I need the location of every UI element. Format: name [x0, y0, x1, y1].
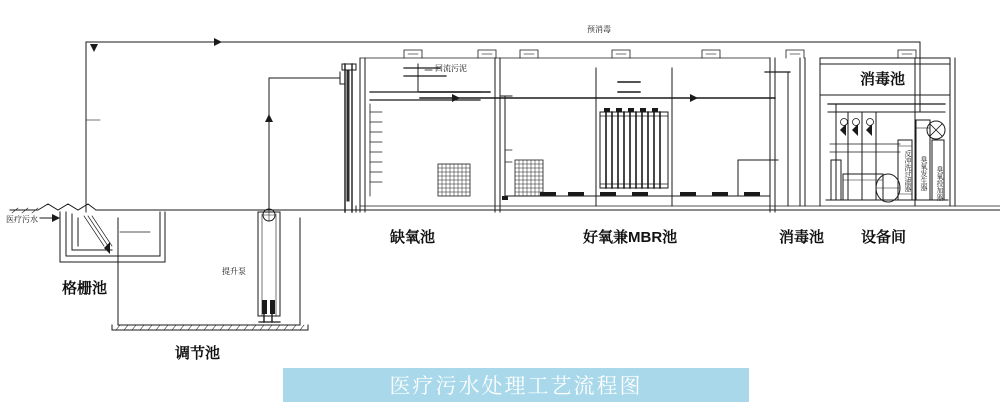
diagram-title-bar: [283, 368, 749, 402]
equipment-label-ozone-generator: 臭氧发生器: [920, 156, 927, 191]
label-lift-pump: 提升泵: [222, 267, 246, 276]
equipment-label-backwash-filter: 反冲洗过滤器: [904, 150, 911, 192]
tank-label-equipment-room: 设备间: [861, 229, 907, 246]
diagram-title: 医疗污水处理工艺流程图: [389, 375, 643, 398]
label-return-sludge: 回流污泥: [435, 64, 467, 73]
label-pre-disinfection: 预消毒: [587, 25, 611, 34]
tank-label-anoxic: 缺氧池: [390, 229, 436, 246]
tank-label-oxic-mbr: 好氧兼MBR池: [583, 229, 678, 246]
tank-label-grit: 格栅池: [62, 280, 108, 297]
label-inlet: 医疗污水: [6, 215, 38, 224]
tank-label-equalization: 调节池: [175, 345, 221, 362]
equipment-label-ozone-doser: 臭氧投加器: [936, 166, 943, 201]
tank-label-disinfection-lower: 消毒池: [779, 229, 825, 246]
tank-label-disinfection-upper: 消毒池: [860, 71, 906, 88]
